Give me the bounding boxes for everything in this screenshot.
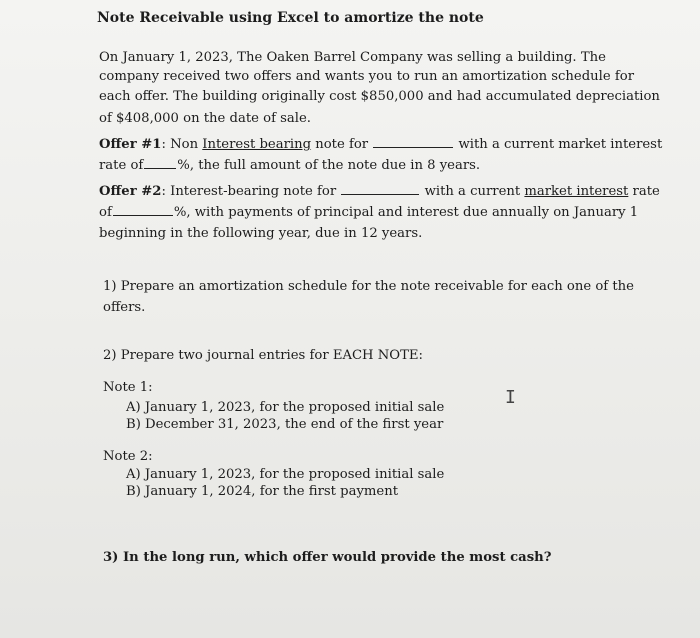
note1-label: Note 1:: [103, 380, 153, 395]
offer1-text-d: rate of: [99, 158, 144, 173]
intro-line-2: company received two offers and wants you to run an amortization schedule for: [99, 69, 635, 84]
offer2-text-b: with a current: [424, 184, 525, 199]
text-cursor-icon: I: [505, 387, 516, 408]
offer1-amount-blank[interactable]: [373, 146, 453, 148]
offer2-line-2: [99, 202, 638, 224]
question3: 3) In the long run, which offer would provide the most cash?: [103, 550, 552, 565]
offer2-label: Offer #2: [99, 184, 162, 199]
note1-item-b: B) December 31, 2023, the end of the first year: [126, 417, 444, 432]
offer2-text-d: of: [99, 205, 112, 220]
intro-line-3: each offer. The building originally cost $850,000 and had accumulated depreciation: [99, 89, 660, 104]
offer2-text-a: : Interest-bearing note for: [161, 184, 337, 199]
intro-line-4: of $408,000 on the date of sale.: [99, 111, 311, 126]
offer1-line-2: [99, 155, 480, 177]
offer2-rate-blank[interactable]: [113, 214, 173, 216]
offer2-line-3: beginning in the following year, due in 12 years.: [99, 226, 423, 241]
offer1-text-a: : Non: [161, 137, 203, 152]
document-title: Note Receivable using Excel to amortize the note: [97, 10, 484, 26]
note2-label: Note 2:: [103, 449, 153, 464]
offer1-text-b: note for: [311, 137, 369, 152]
question1-line-2: offers.: [103, 300, 146, 315]
offer2-text-c: rate: [628, 184, 660, 199]
note2-item-b: B) January 1, 2024, for the first payment: [126, 484, 399, 499]
question1-line-1: 1) Prepare an amortization schedule for the note receivable for each one of the: [103, 279, 634, 294]
offer2-amount-blank[interactable]: [341, 193, 419, 195]
offer1-rate-blank[interactable]: [144, 167, 176, 169]
offer1-underlined: Interest bearing: [202, 137, 312, 152]
offer1-label: Offer #1: [99, 137, 162, 152]
offer2-text-e: %, with payments of principal and interest due annually on January 1: [173, 205, 639, 220]
intro-line-1: On January 1, 2023, The Oaken Barrel Company was selling a building. The: [99, 50, 606, 65]
offer1-text-e: %, the full amount of the note due in 8 years.: [177, 158, 481, 173]
note1-item-a: A) January 1, 2023, for the proposed initial sale: [126, 400, 445, 415]
offer1-text-c: with a current market interest: [458, 137, 663, 152]
offer2-line-1: [99, 181, 660, 203]
offer2-underlined: market interest: [524, 184, 629, 199]
question2-heading: 2) Prepare two journal entries for EACH NOTE:: [103, 348, 423, 363]
offer1-line-1: [99, 134, 662, 156]
note2-item-a: A) January 1, 2023, for the proposed initial sale: [126, 467, 445, 482]
